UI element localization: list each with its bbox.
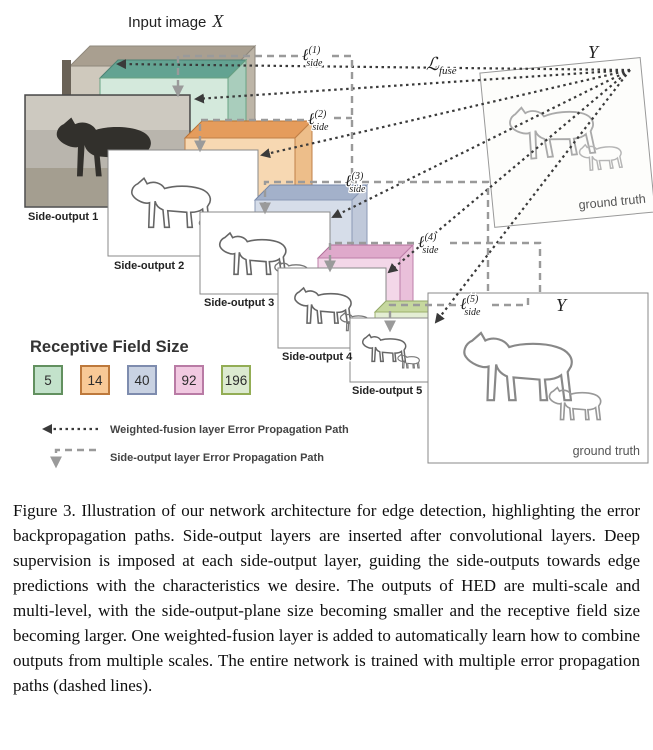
input-image-label: Input image X: [128, 11, 224, 31]
fuse-loss-label: ℒ$_{fuse}$: [426, 54, 457, 77]
figure-caption-label: Figure 3.: [13, 501, 76, 520]
receptive-field-title: Receptive Field Size: [30, 338, 189, 356]
dashed-path-key-icon: [56, 450, 96, 466]
input-image-var: X: [212, 11, 224, 31]
ground-truth-image-bottom: [428, 293, 648, 463]
figure-caption-text: Illustration of our network architecture for edge detection, highlighting the error backpropagation paths. Side-output layers are inserted after convolutional layers. Deep supervision is imposed at each side-output layer, guiding the side-outputs towards edge predictions with the characteristics we desire. The outputs of HED are multi-scale and multi-level, with the side-output-plane size becoming smaller and the receptive field size becoming larger. One weighted-fusion layer is added to automatically learn how to combine outputs from multiple scales. The entire network is trained with multiple error propagation paths (dashed lines).: [13, 501, 640, 695]
side-output-label-4: Side-output 4: [282, 351, 353, 363]
rf-size-196: 196: [224, 373, 248, 388]
ground-truth-image-top: [480, 58, 653, 228]
y-label-top: Y: [588, 42, 599, 62]
rf-size-92: 92: [181, 373, 197, 388]
ground-truth-label-top: ground truth: [577, 191, 647, 213]
receptive-field-legend: [30, 338, 250, 394]
loss-label-2: ℓ$^{(2)}$ side: [308, 109, 329, 133]
loss-label-4: ℓ$^{(4)}$ side: [418, 232, 439, 256]
side-output-label-3: Side-output 3: [204, 297, 275, 309]
side-output-label-2: Side-output 2: [114, 260, 185, 272]
rf-size-14: 14: [87, 373, 103, 388]
side-output-label-1: Side-output 1: [28, 211, 99, 223]
dashed-path-key-label: Side-output layer Error Propagation Path: [110, 452, 324, 464]
dotted-path-key-label: Weighted-fusion layer Error Propagation Path: [110, 424, 349, 436]
loss-label-5: ℓ$^{(5)}$ side: [460, 294, 481, 318]
path-style-legend: [44, 424, 349, 466]
rf-size-5: 5: [44, 373, 52, 388]
side-output-label-5: Side-output 5: [352, 385, 423, 397]
loss-label-1: ℓ$^{(1)}$ side: [302, 45, 323, 69]
figure-caption: [0, 498, 653, 698]
y-label-bottom: Y: [556, 295, 567, 315]
rf-size-40: 40: [134, 373, 150, 388]
loss-label-3: ℓ$^{(3)}$ side: [345, 171, 366, 195]
ground-truth-label-bottom: ground truth: [572, 444, 640, 458]
